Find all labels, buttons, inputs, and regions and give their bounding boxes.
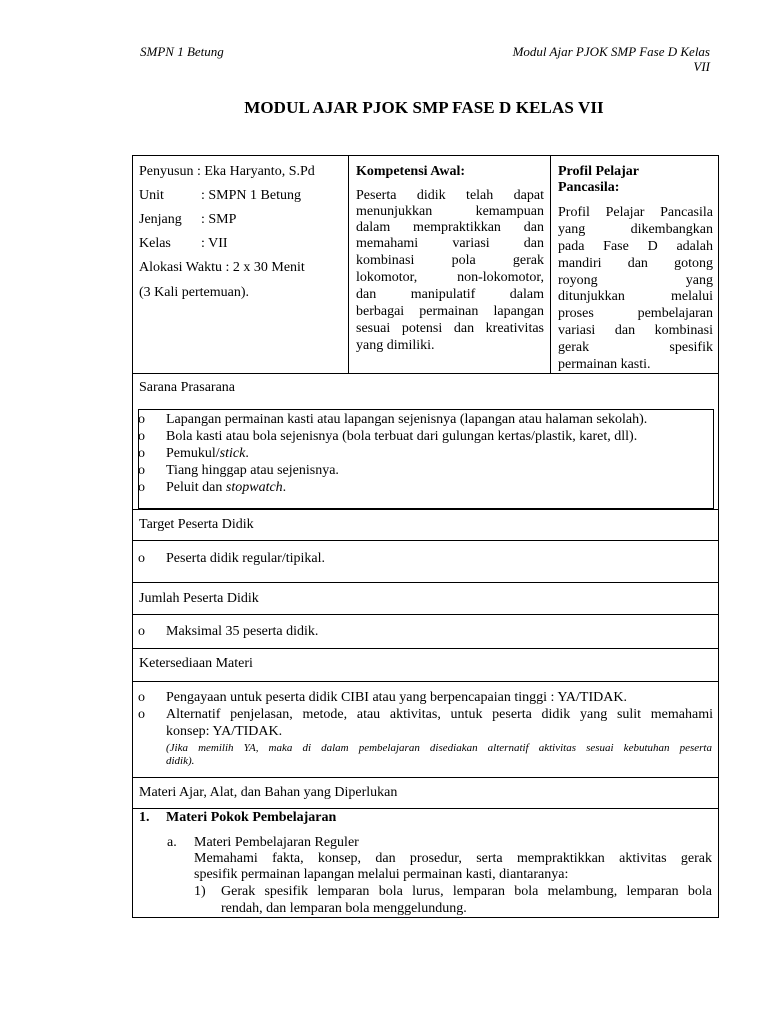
ketersediaan-label: Ketersediaan Materi (139, 656, 253, 671)
meeting-count: (3 Kali pertemuan). (139, 285, 250, 300)
unit-label: Unit (139, 188, 164, 203)
list-item: o Pemukul/stick. (138, 446, 249, 461)
bullet-icon: o (138, 690, 145, 705)
sarana-label: Sarana Prasarana (139, 380, 236, 395)
list-item: o Lapangan permainan kasti atau lapangan sejenisnya (lapangan atau halaman sekolah). (138, 412, 648, 427)
materi-item-line2: rendah, dan lemparan bola menggelundung. (221, 901, 467, 916)
profil-line: permainan kasti. (558, 357, 651, 372)
kompetensi-line: sesuai potensi dan kreativitas (356, 321, 544, 336)
list-item: o Pengayaan untuk peserta didik CIBI atau yang berpencapaian tinggi : YA/TIDAK. (138, 690, 627, 705)
row-rule (132, 648, 719, 649)
materi-sub-title: Materi Pembelajaran Reguler (194, 835, 359, 850)
row-rule (132, 509, 719, 510)
header-module-title-line2: VII (693, 59, 710, 74)
kelas-label: Kelas (139, 236, 171, 251)
row-rule (132, 808, 719, 809)
row-rule (132, 373, 719, 374)
column-divider-1 (348, 155, 349, 373)
list-item: o Maksimal 35 peserta didik. (138, 624, 319, 639)
author-line: Penyusun : Eka Haryanto, S.Pd (139, 164, 315, 179)
list-item: o Alternatif penjelasan, metode, atau aktivitas, untuk peserta didik yang sulit memahami konsep: YA/TIDAK. (138, 707, 713, 739)
target-list (138, 550, 325, 567)
profil-line: royong yang (558, 273, 713, 288)
ketersediaan-note-line2: didik). (166, 755, 195, 767)
materi-label: Materi Ajar, Alat, dan Bahan yang Diperlukan (139, 785, 398, 800)
bullet-icon: o (138, 551, 145, 566)
kompetensi-line: memahami variasi dan (356, 236, 544, 251)
header-module-title-line1: Modul Ajar PJOK SMP Fase D Kelas (512, 44, 710, 59)
kompetensi-line: dalam mempraktikkan dan (356, 220, 544, 235)
list-item: o Bola kasti atau bola sejenisnya (bola terbuat dari gulungan kertas/plastik, karet, dll). (138, 429, 638, 444)
materi-sub-letter: a. (167, 835, 177, 850)
row-rule (132, 681, 719, 682)
document-title: MODUL AJAR PJOK SMP FASE D KELAS VII (244, 98, 604, 117)
bullet-icon: o (138, 463, 145, 478)
row-rule (132, 777, 719, 778)
profil-line: proses pembelajaran (558, 306, 713, 321)
kompetensi-heading: Kompetensi Awal: (356, 164, 466, 179)
profil-line: Profil Pelajar Pancasila (558, 205, 713, 220)
bullet-icon: o (138, 480, 145, 495)
list-item: o Tiang hinggap atau sejenisnya. (138, 463, 339, 478)
kompetensi-line: kombinasi pola gerak (356, 253, 544, 268)
row-rule (132, 614, 719, 615)
profil-line: variasi dan kombinasi (558, 323, 713, 338)
kelas-value: : VII (201, 236, 228, 251)
profil-heading-line1: Profil Pelajar (558, 164, 639, 179)
jenjang-value: : SMP (201, 212, 237, 227)
profil-line: gerak spesifik (558, 340, 713, 355)
list-item: o Peserta didik regular/tipikal. (138, 551, 326, 566)
kompetensi-line: menunjukkan kemampuan (356, 204, 544, 219)
row-rule (132, 540, 719, 541)
sarana-list (138, 411, 647, 496)
kompetensi-line: dan manipulatif dalam (356, 287, 544, 302)
time-allocation: Alokasi Waktu : 2 x 30 Menit (139, 260, 305, 275)
ketersediaan-note-line1: (Jika memilih YA, maka di dalam pembelajaran disediakan alternatif aktivitas sesuai kebutuhan peserta (166, 742, 712, 754)
kompetensi-line: berbagai permainan lapangan (356, 304, 544, 319)
list-item: o Peluit dan stopwatch. (138, 480, 287, 495)
target-label: Target Peserta Didik (139, 517, 254, 532)
bullet-icon: o (138, 707, 145, 722)
materi-item-line1: Gerak spesifik lemparan bola lurus, lemparan bola melambung, lemparan bola (221, 884, 712, 899)
materi-desc-line2: spesifik permainan lapangan melalui permainan kasti, diantaranya: (194, 867, 569, 882)
materi-pokok-heading: Materi Pokok Pembelajaran (166, 810, 337, 825)
bullet-icon: o (138, 412, 145, 427)
ketersediaan-list (138, 689, 713, 740)
bullet-icon: o (138, 624, 145, 639)
kompetensi-line: yang dimiliki. (356, 338, 435, 353)
jumlah-list (138, 623, 318, 640)
profil-line: yang dikembangkan (558, 222, 713, 237)
kompetensi-line: lokomotor, non-lokomotor, (356, 270, 544, 285)
bullet-icon: o (138, 429, 145, 444)
bullet-icon: o (138, 446, 145, 461)
materi-number: 1. (139, 810, 150, 825)
header-school-name: SMPN 1 Betung (140, 44, 224, 59)
column-divider-2 (550, 155, 551, 373)
jenjang-label: Jenjang (139, 212, 182, 227)
profil-line: ditunjukkan melalui (558, 289, 713, 304)
kompetensi-line: Peserta didik telah dapat (356, 188, 544, 203)
profil-line: mandiri dan gotong (558, 256, 713, 271)
unit-value: : SMPN 1 Betung (201, 188, 301, 203)
jumlah-label: Jumlah Peserta Didik (139, 591, 259, 606)
materi-item-number: 1) (194, 884, 206, 899)
materi-desc-line1: Memahami fakta, konsep, dan prosedur, serta mempraktikkan aktivitas gerak (194, 851, 712, 866)
header-module-title (513, 44, 710, 74)
profil-heading-line2: Pancasila: (558, 180, 620, 195)
profil-line: pada Fase D adalah (558, 239, 713, 254)
row-rule (132, 582, 719, 583)
